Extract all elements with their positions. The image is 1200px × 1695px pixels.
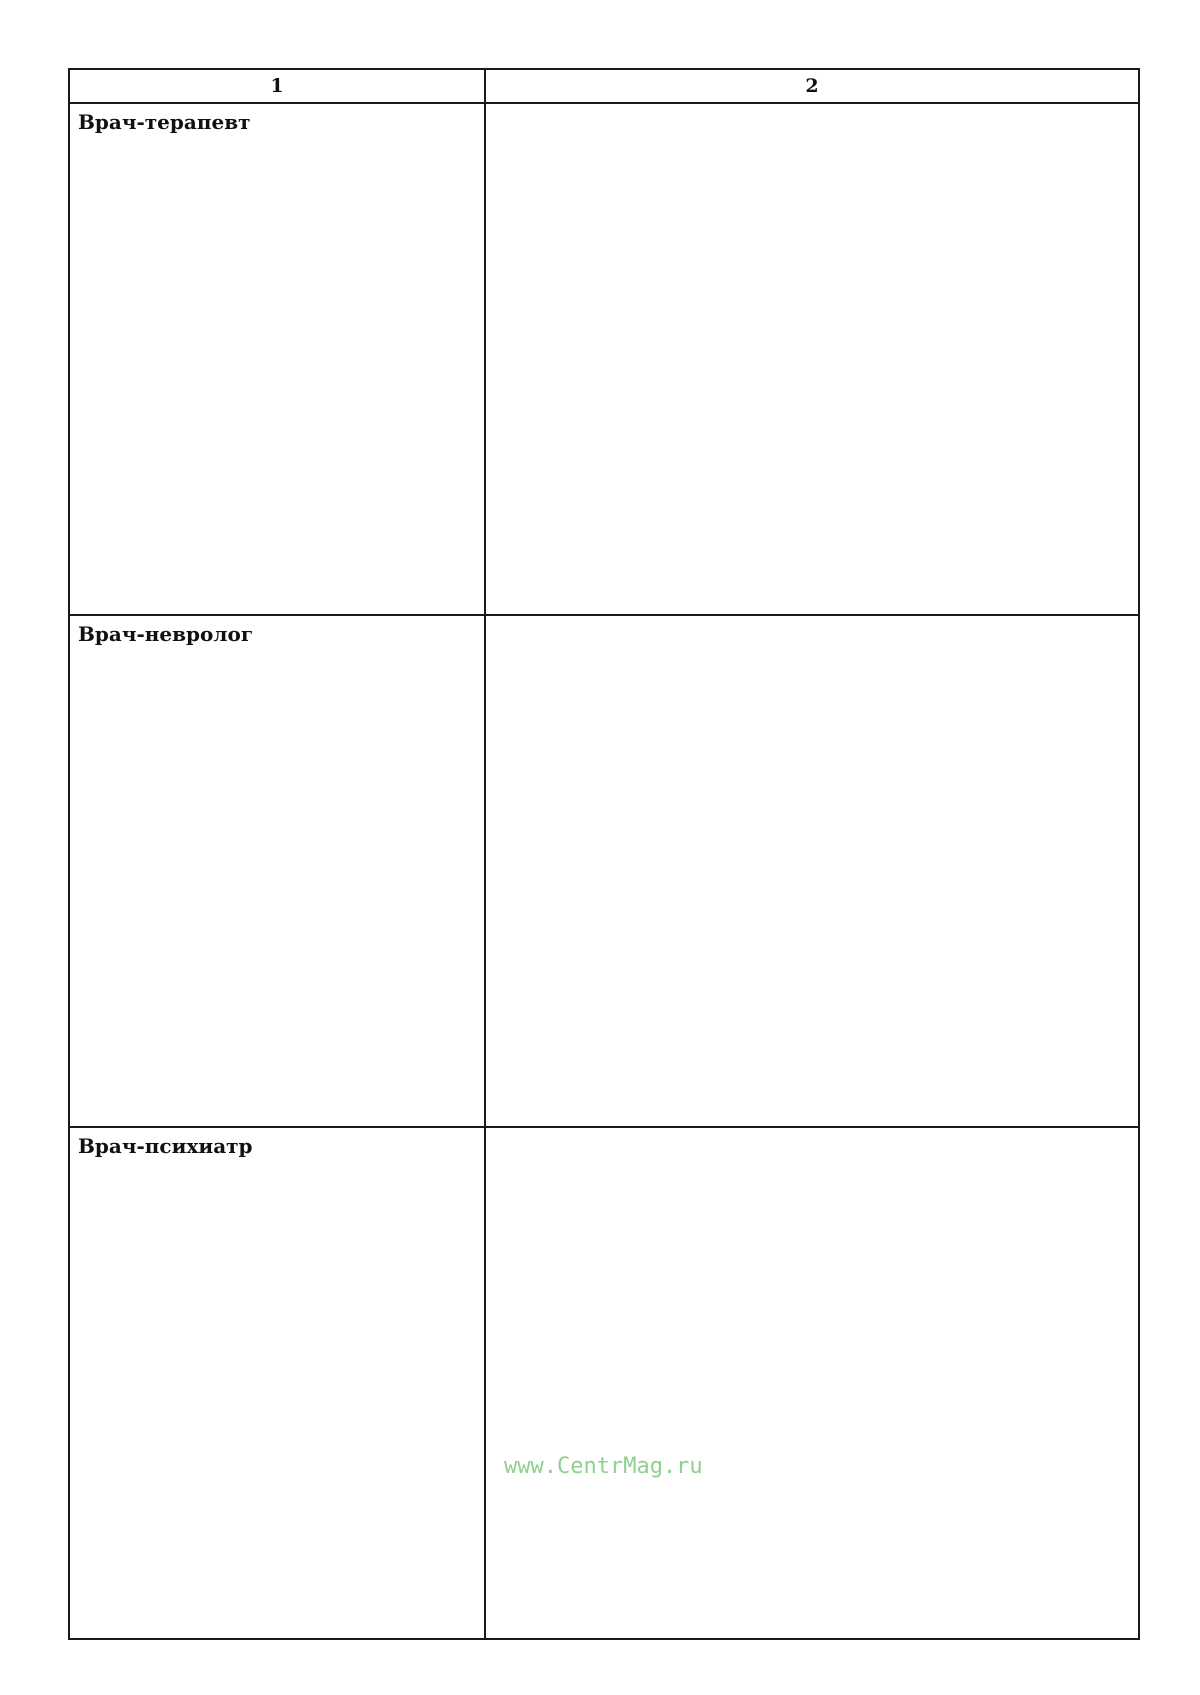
role-cell-therapist: Врач-терапевт (69, 103, 485, 615)
content-cell-therapist (485, 103, 1139, 615)
role-cell-neurologist: Врач-невролог (69, 615, 485, 1127)
table-header-row (69, 69, 1139, 103)
content-cell-neurologist (485, 615, 1139, 1127)
form-table (68, 68, 1140, 1640)
table-row-therapist (69, 103, 1139, 615)
column-header-1: 1 (69, 69, 485, 103)
table-row-psychiatrist (69, 1127, 1139, 1639)
table-row-neurologist (69, 615, 1139, 1127)
column-header-2: 2 (485, 69, 1139, 103)
watermark: www.CentrMag.ru (504, 1454, 703, 1479)
content-cell-psychiatrist (485, 1127, 1139, 1639)
role-cell-psychiatrist: Врач-психиатр (69, 1127, 485, 1639)
